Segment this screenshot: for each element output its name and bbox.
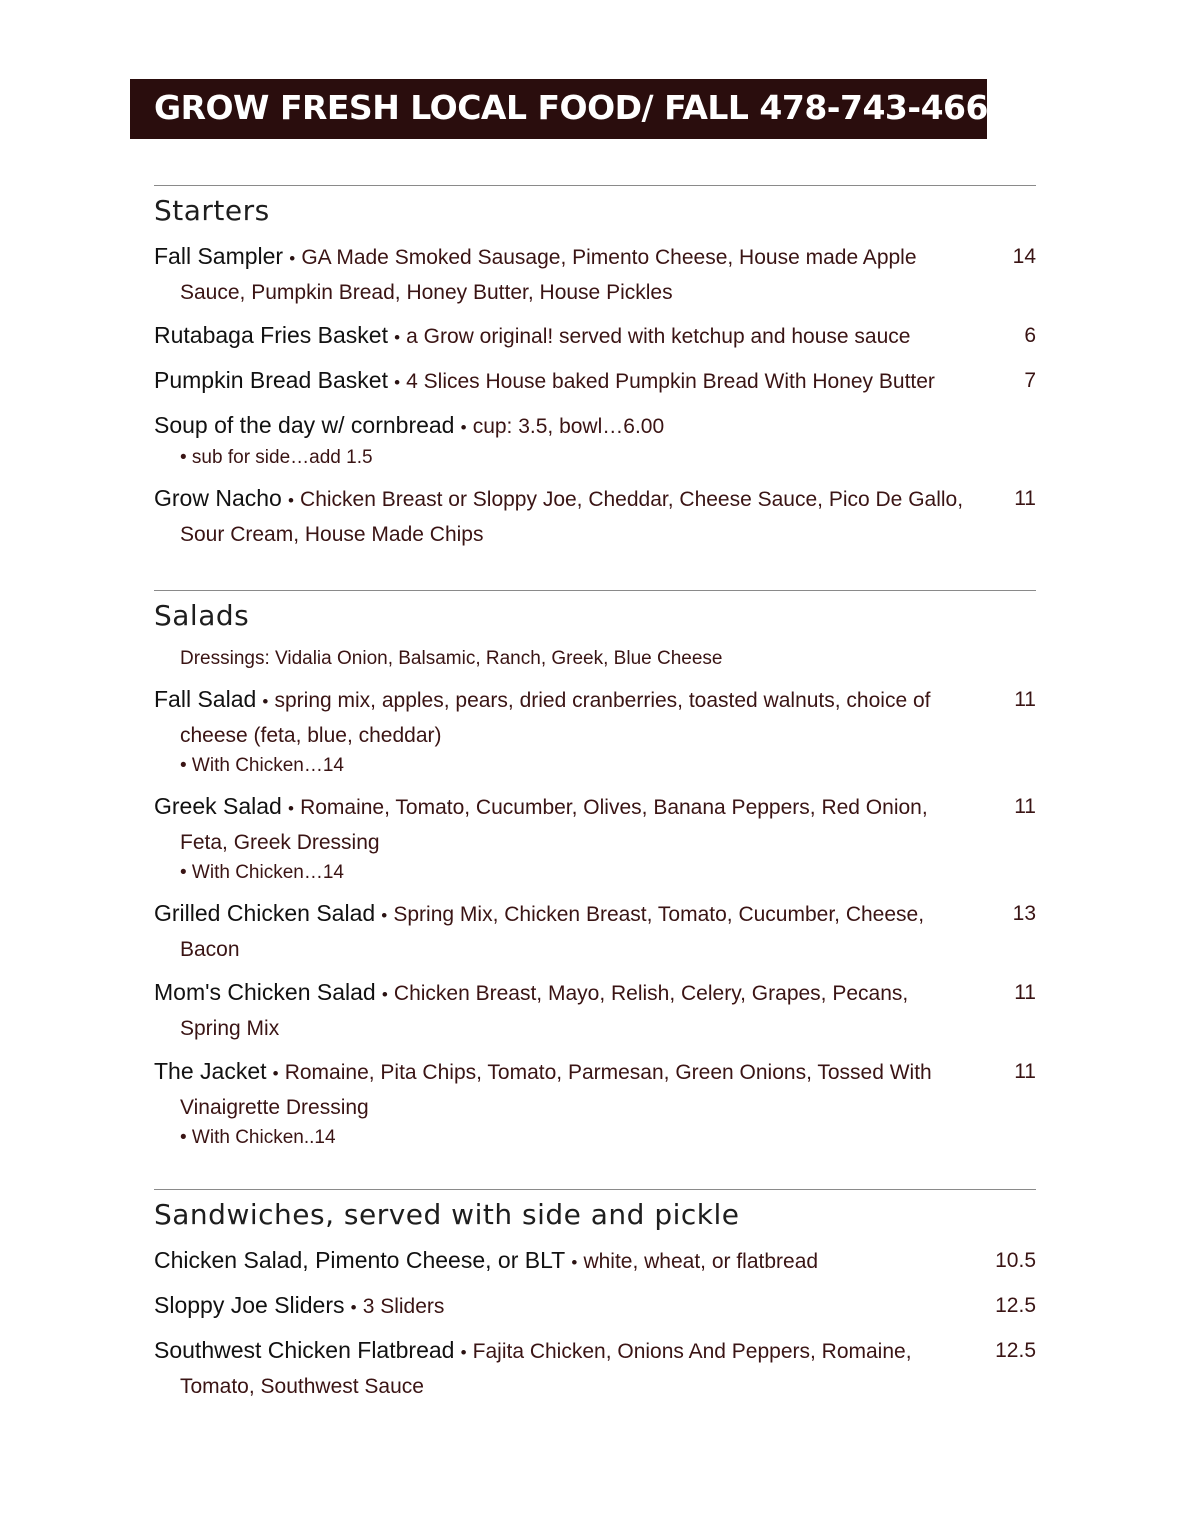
menu-item xyxy=(154,482,1036,551)
item-note: • With Chicken…14 xyxy=(180,862,344,883)
menu-item xyxy=(154,897,1036,966)
item-price: 14 xyxy=(1012,245,1036,268)
bullet: • xyxy=(287,799,294,818)
item-name: Sloppy Joe Sliders xyxy=(154,1292,345,1318)
item-price: 13 xyxy=(1012,902,1036,925)
bullet: • xyxy=(394,328,401,347)
item-description: spring mix, apples, pears, dried cranberries, toasted walnuts, choice of cheese (feta, blue, cheddar) xyxy=(180,689,931,747)
header-banner xyxy=(130,79,1011,139)
item-price: 11 xyxy=(1014,981,1036,1004)
menu-item xyxy=(154,364,1036,399)
item-description: Fajita Chicken, Onions And Peppers, Romaine, Tomato, Southwest Sauce xyxy=(180,1340,912,1398)
dressings-note: Dressings: Vidalia Onion, Balsamic, Ranch, Greek, Blue Cheese xyxy=(180,648,723,669)
item-name: Greek Salad xyxy=(154,793,282,819)
item-name: Southwest Chicken Flatbread xyxy=(154,1337,455,1363)
item-description: 3 Sliders xyxy=(362,1295,445,1318)
section-sandwiches xyxy=(154,1189,1036,1413)
section-divider xyxy=(154,590,1036,591)
item-description: 4 Slices House baked Pumpkin Bread With Honey Butter xyxy=(406,370,935,393)
page-title: GROW FRESH LOCAL FOOD/ FALL 478-743-4663 xyxy=(154,88,1011,127)
item-description: GA Made Smoked Sausage, Pimento Cheese, House made Apple Sauce, Pumpkin Bread, Honey Butter, House Pickles xyxy=(180,246,917,304)
item-note: • With Chicken…14 xyxy=(180,755,344,776)
item-description: cup: 3.5, bowl…6.00 xyxy=(472,415,665,438)
item-name: Soup of the day w/ cornbread xyxy=(154,412,455,438)
menu-item xyxy=(154,1244,1036,1279)
menu-item xyxy=(154,409,1036,472)
item-description: Spring Mix, Chicken Breast, Tomato, Cucumber, Cheese, Bacon xyxy=(180,903,925,961)
bullet: • xyxy=(289,249,296,268)
item-price: 10.5 xyxy=(995,1249,1036,1272)
bullet: • xyxy=(381,906,388,925)
item-note: • sub for side…add 1.5 xyxy=(180,447,373,468)
section-title: Starters xyxy=(154,194,270,227)
bullet: • xyxy=(272,1064,279,1083)
item-price: 7 xyxy=(1024,369,1036,392)
item-name: Chicken Salad, Pimento Cheese, or BLT xyxy=(154,1247,566,1273)
section-salads xyxy=(154,590,1036,1162)
menu-item xyxy=(154,1289,1036,1324)
bullet: • xyxy=(460,418,467,437)
menu-item xyxy=(154,976,1036,1045)
bullet: • xyxy=(571,1253,578,1272)
item-description: a Grow original! served with ketchup and house sauce xyxy=(406,325,911,348)
section-title: Salads xyxy=(154,599,250,632)
menu-item xyxy=(154,683,1036,780)
bullet: • xyxy=(460,1343,467,1362)
item-name: Rutabaga Fries Basket xyxy=(154,322,388,348)
menu-item xyxy=(154,319,1036,354)
section-divider xyxy=(154,185,1036,186)
bullet: • xyxy=(350,1298,357,1317)
menu-item xyxy=(154,1055,1036,1152)
item-price: 11 xyxy=(1014,688,1036,711)
item-description: white, wheat, or flatbread xyxy=(583,1250,819,1273)
item-price: 11 xyxy=(1014,795,1036,818)
item-name: Pumpkin Bread Basket xyxy=(154,367,388,393)
item-name: Mom's Chicken Salad xyxy=(154,979,376,1005)
item-name: Fall Salad xyxy=(154,686,257,712)
item-description: Chicken Breast, Mayo, Relish, Celery, Grapes, Pecans, Spring Mix xyxy=(180,982,909,1040)
section-title: Sandwiches, served with side and pickle xyxy=(154,1198,740,1231)
item-name: The Jacket xyxy=(154,1058,267,1084)
bullet: • xyxy=(381,985,388,1004)
section-starters xyxy=(154,185,1036,561)
item-price: 12.5 xyxy=(995,1294,1036,1317)
item-note: • With Chicken..14 xyxy=(180,1127,336,1148)
bullet: • xyxy=(394,373,401,392)
menu-item xyxy=(154,240,1036,309)
item-description: Romaine, Pita Chips, Tomato, Parmesan, Green Onions, Tossed With Vinaigrette Dressing xyxy=(180,1061,932,1119)
item-name: Fall Sampler xyxy=(154,243,284,269)
item-description: Romaine, Tomato, Cucumber, Olives, Banana Peppers, Red Onion, Feta, Greek Dressing xyxy=(180,796,928,854)
item-price: 11 xyxy=(1014,487,1036,510)
item-price: 12.5 xyxy=(995,1339,1036,1362)
bullet: • xyxy=(287,491,294,510)
menu-item xyxy=(154,790,1036,887)
item-description: Chicken Breast or Sloppy Joe, Cheddar, Cheese Sauce, Pico De Gallo, Sour Cream, House Made Chips xyxy=(180,488,964,546)
item-name: Grow Nacho xyxy=(154,485,282,511)
menu-item xyxy=(154,1334,1036,1403)
item-price: 6 xyxy=(1024,324,1036,347)
bullet: • xyxy=(262,692,269,711)
item-name: Grilled Chicken Salad xyxy=(154,900,376,926)
section-divider xyxy=(154,1189,1036,1190)
item-price: 11 xyxy=(1014,1060,1036,1083)
